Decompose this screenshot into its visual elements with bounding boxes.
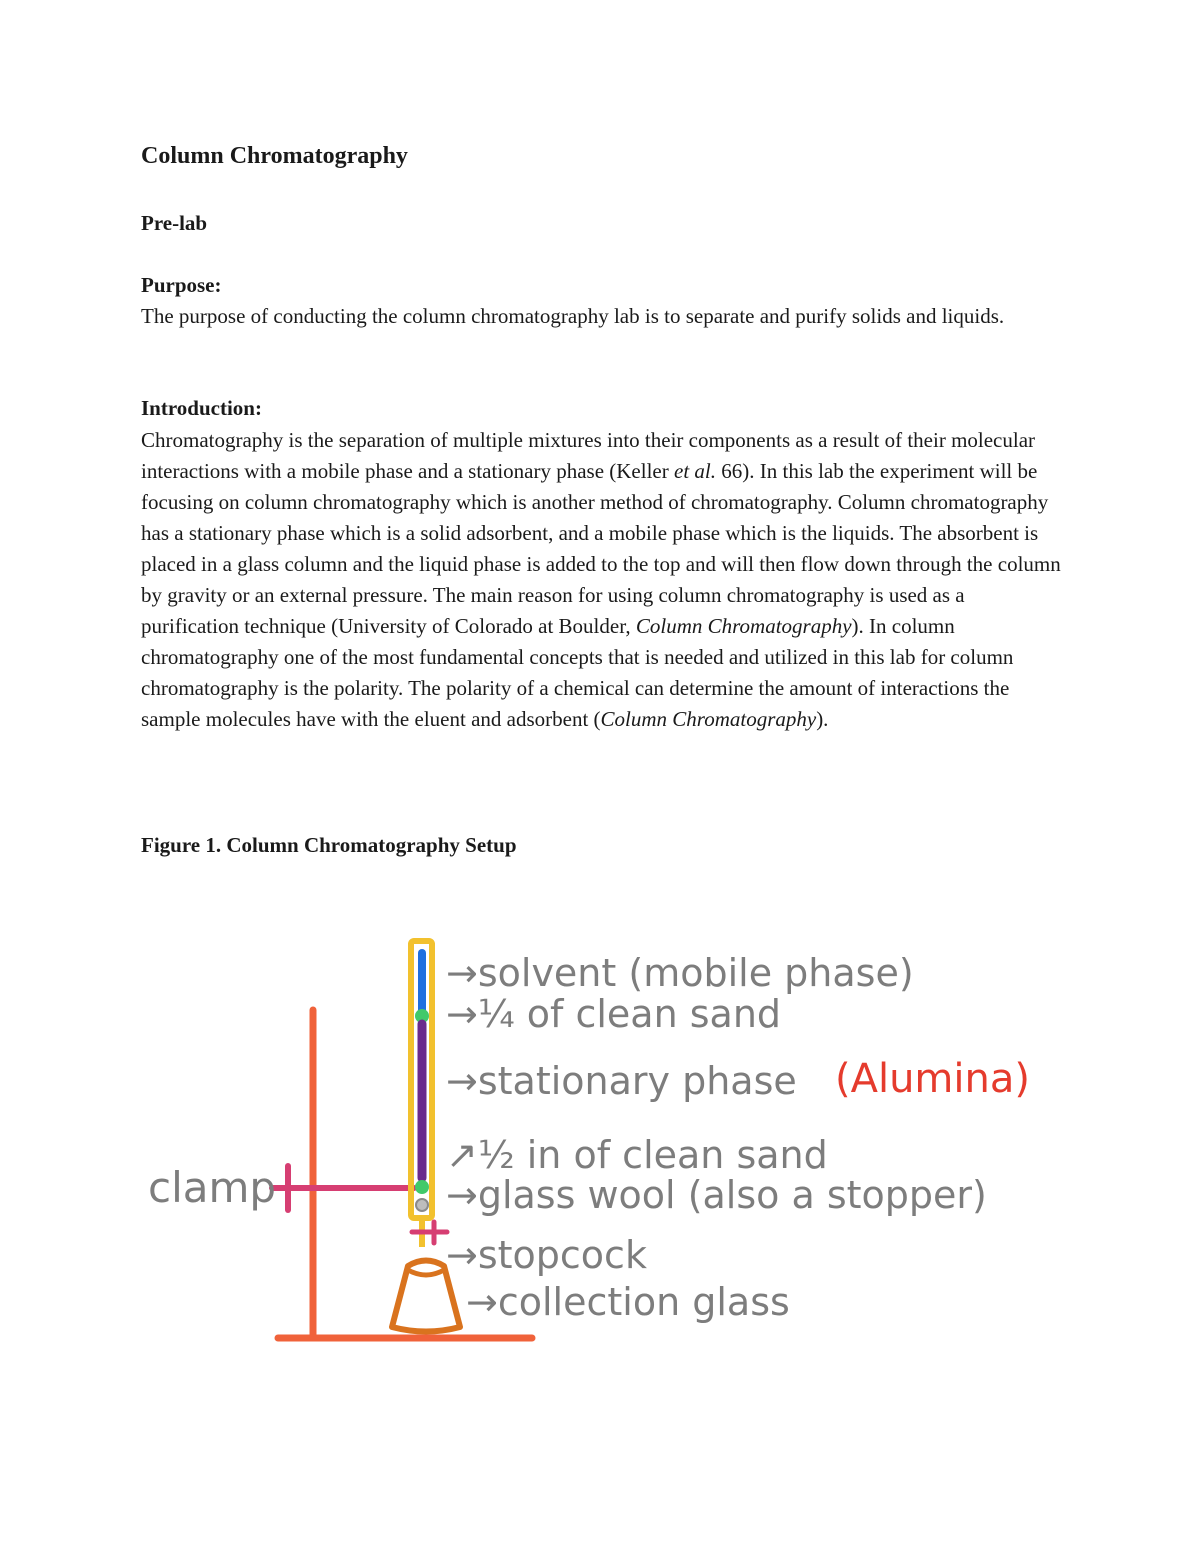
intro-citation-2: Column Chromatography bbox=[600, 707, 817, 731]
intro-part-3: ). In column chromatography one of the most fundamental concepts that is needed and utilized in this lab for column chromatography is the polarity. The polarity of a chemical can determine the amount of interactions the sample molecules have with the eluent and adsorbent ( bbox=[141, 614, 1014, 731]
intro-et-al: et al. bbox=[674, 459, 716, 483]
label-solvent: →solvent (mobile phase) bbox=[446, 951, 914, 995]
collection-beaker-rim bbox=[408, 1270, 444, 1275]
label-stopcock: →stopcock bbox=[446, 1233, 647, 1277]
label-glass-wool: →glass wool (also a stopper) bbox=[446, 1173, 987, 1217]
purpose-text: The purpose of conducting the column chromatography lab is to separate and purify solids and liquids. bbox=[141, 304, 1005, 328]
intro-part-1: Chromatography is the separation of multiple mixtures into their components as a result of their molecular interactions with a mobile phase and a stationary phase (Keller bbox=[141, 428, 1036, 483]
label-alumina: (Alumina) bbox=[835, 1056, 1030, 1102]
introduction-heading: Introduction: bbox=[141, 396, 262, 420]
figure-caption: Figure 1. Column Chromatography Setup bbox=[141, 833, 517, 857]
glass-wool bbox=[416, 1199, 428, 1211]
label-collection-glass: →collection glass bbox=[466, 1280, 790, 1324]
collection-beaker bbox=[392, 1261, 460, 1332]
intro-part-4: ). bbox=[816, 707, 829, 731]
intro-part-2: 66). In this lab the experiment will be focusing on column chromatography which is another method of chromatography. Column chromatography has a stationary phase which is a solid adsorbent, and a mobile phase which is the liquids. The absorbent is placed in a glass column and the liquid phase is added to the top and will then flow down through the column by gravity or an external pressure. The main reason for using column chromatography is used as a purification technique (University of Colorado at Boulder, bbox=[141, 459, 1061, 638]
label-quarter-sand: →¼ of clean sand bbox=[446, 992, 782, 1036]
label-clamp: clamp bbox=[148, 1163, 277, 1212]
sand-top-layer bbox=[415, 1009, 429, 1023]
column-outline bbox=[411, 941, 432, 1218]
sand-bottom-layer bbox=[415, 1180, 429, 1194]
intro-citation-1: Column Chromatography bbox=[635, 614, 852, 638]
purpose-heading: Purpose: bbox=[141, 273, 222, 297]
introduction-text bbox=[141, 425, 1066, 735]
label-stationary-phase: →stationary phase bbox=[446, 1059, 797, 1103]
prelab-heading: Pre-lab bbox=[141, 211, 208, 235]
document-title: Column Chromatography bbox=[141, 143, 408, 169]
label-half-sand: ↗½ in of clean sand bbox=[446, 1133, 828, 1177]
